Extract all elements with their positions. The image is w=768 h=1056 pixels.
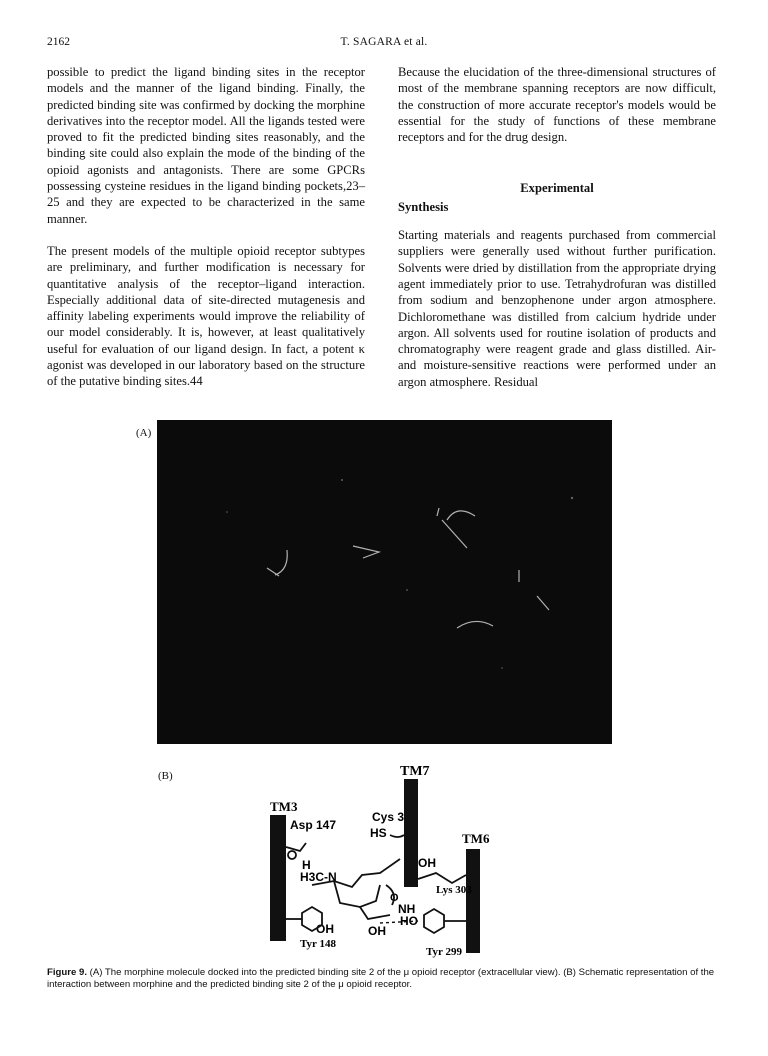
tyr148-label: Tyr 148 <box>300 938 336 950</box>
tyr299-label: Tyr 299 <box>426 946 462 958</box>
hs-label: HS <box>370 826 387 840</box>
h3cn-label: H3C-N <box>300 870 337 884</box>
lys303-label: Lys 303 <box>436 884 472 896</box>
cys-label: Cys 3 <box>372 810 405 824</box>
o-label: O <box>390 892 399 904</box>
page-number: 2162 <box>47 36 70 48</box>
asp147-label: Asp 147 <box>290 818 337 832</box>
oh-label: OH <box>368 924 386 938</box>
paragraph: The present models of the multiple opioid receptor subtypes are preliminary, and further modification is necessary for quantitative analysis of the receptor–ligand interaction. Especially additional data of site-directed mutagenesis and affinity labeling experiments would improve the reliability of our model considerably. It is, however, at least qualitatively useful for evaluation of our ligand design. In fact, a potent κ agonist was developed in our laboratory based on the structure of the putative binding sites.44 <box>47 243 365 389</box>
paragraph: Because the elucidation of the three-dimensional structures of most of the membrane spanning receptors are now difficult, the construction of more accurate receptor's models would be essential for the study of functions of these membrane receptors and for the drug design. <box>398 65 716 145</box>
tm6-label: TM6 <box>462 831 490 846</box>
section-heading: Experimental <box>520 181 594 196</box>
figure-caption <box>47 967 719 991</box>
binding-site-schematic <box>240 755 540 965</box>
tm3-label: TM3 <box>270 799 298 814</box>
tyr148-ring <box>302 907 322 931</box>
oh-label: OH <box>316 922 334 936</box>
left-column <box>47 64 365 390</box>
paragraph: possible to predict the ligand binding sites in the receptor models and the manner of the ligand binding. Finally, the predicted binding site was confirmed by docking the morphine derivatives into the receptor model. All the ligands tested were proved to fit the predicted binding sites reasonably, and the binding site could also explain the mode of the binding of the opioid agonists and antagonists. There are some GPCRs possessing cysteine residues in the ligand binding pockets,23–25 and they are expected to be characterized in the same manner. <box>47 65 365 226</box>
tm7-helix <box>404 779 418 887</box>
tm3-helix <box>270 815 286 941</box>
h-label: H <box>302 858 311 872</box>
docking-render-image <box>157 420 612 744</box>
running-head: T. SAGARA et al. <box>340 36 428 48</box>
paragraph: Starting materials and reagents purchased from commercial suppliers were generally used without further purification. Solvents were dried by distillation from the appropriate drying agent immediately prior to use. Tetrahydrofuran was distilled from sodium and benzophenone under argon atmosphere. Dichloromethane was distilled from calcium hydride under argon. All solvents used for routine isolation of products and chromatography were reagent grade and glass distilled. Air- and moisture-sensitive reactions were performed under an argon atmosphere. Residual <box>398 228 716 389</box>
panel-b-label: (B) <box>158 770 173 782</box>
nh-label: NH <box>398 902 416 916</box>
caption-text: (A) The morphine molecule docked into the predicted binding site 2 of the μ opioid receptor (extracellular view). (B) Schematic representation of the interaction between morphine and the predicted binding site 2 of the μ opioid receptor. <box>47 967 715 990</box>
subsection-heading: Synthesis <box>398 199 449 214</box>
tm6-helix <box>466 849 480 953</box>
oh-top-label: OH <box>418 856 436 870</box>
panel-a-label: (A) <box>136 427 152 439</box>
docking-render-graphic <box>157 420 612 744</box>
ho-label: HO <box>400 914 418 928</box>
caption-label: Figure 9. <box>47 967 87 978</box>
tm7-label: TM7 <box>400 764 430 779</box>
tyr299-ring <box>424 909 444 933</box>
right-column <box>398 64 716 390</box>
